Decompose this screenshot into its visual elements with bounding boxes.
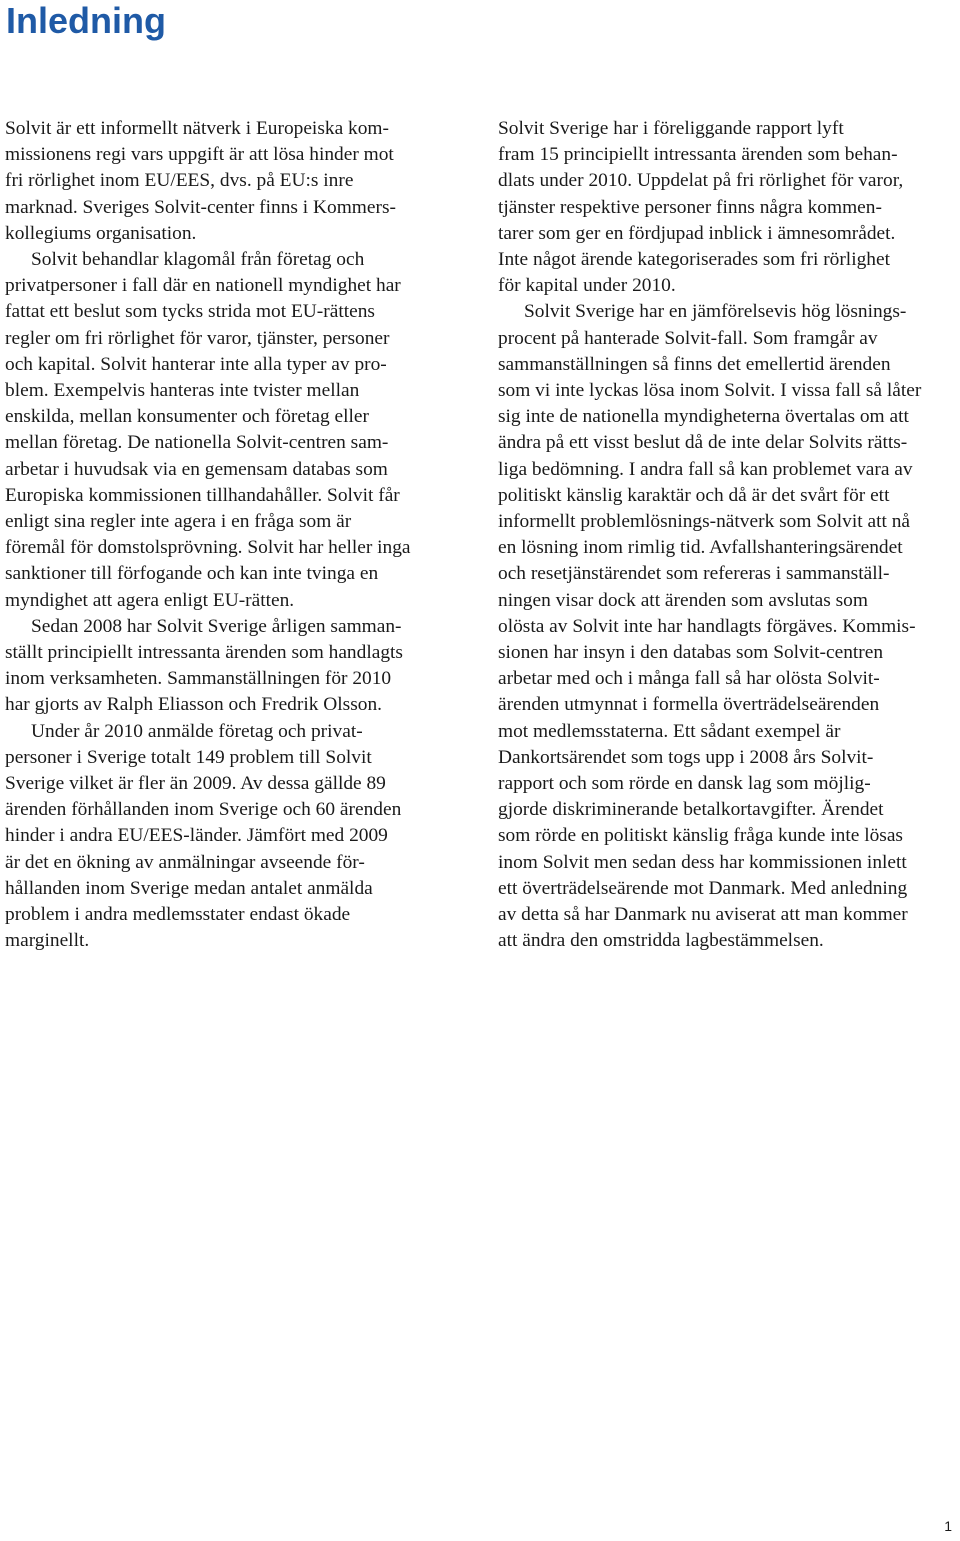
text-line: informellt problemlösnings-nätverk som Solvit att nå [498, 511, 910, 533]
paragraph [5, 614, 465, 719]
text-line: sammanställningen så finns det emellertid ärenden [498, 353, 891, 375]
text-line: kollegiums organisation. [5, 222, 197, 244]
text-line: tjänster respektive personer finns några kommen- [498, 196, 882, 218]
text-line: politiskt känslig karaktär och då är det svårt för ett [498, 484, 890, 506]
text-line: Sverige vilket är fler än 2009. Av dessa gällde 89 [5, 773, 386, 795]
paragraph [5, 247, 465, 614]
text-line: Inte något ärende kategoriserades som fri rörlighet [498, 249, 890, 271]
text-line: sanktioner till förfogande och kan inte tvinga en [5, 563, 379, 585]
left-column [5, 116, 465, 955]
text-line: gjorde diskriminerande betalkortavgifter. Ärendet [498, 799, 884, 821]
text-line: att ändra den omstridda lagbestämmelsen. [498, 930, 824, 952]
text-line: inom verksamheten. Sammanställningen för 2010 [5, 668, 392, 690]
paragraph [498, 116, 956, 299]
text-line: enskilda, mellan konsumenter och företag eller [5, 406, 369, 428]
text-line: regler om fri rörlighet för varor, tjänster, personer [5, 327, 390, 349]
page-number: 1 [944, 1518, 952, 1534]
text-line: sig inte de nationella myndigheterna övertalas om att [498, 406, 909, 428]
text-line: procent på hanterade Solvit-fall. Som framgår av [498, 327, 878, 349]
text-line: ändra på ett visst beslut då de inte delar Solvits rätts- [498, 432, 908, 454]
right-column [498, 116, 956, 955]
text-line: Dankortsärendet som togs upp i 2008 års Solvit- [498, 746, 874, 768]
text-line: liga bedömning. I andra fall så kan problemet vara av [498, 458, 913, 480]
text-line: hinder i andra EU/EES-länder. Jämfört med 2009 [5, 825, 388, 847]
text-line: inom Solvit men sedan dess har kommissionen inlett [498, 851, 907, 873]
text-line: marknad. Sveriges Solvit-center finns i Kommers- [5, 196, 396, 218]
text-line: sionen har insyn i den databas som Solvit-centren [498, 642, 884, 664]
text-line: mellan företag. De nationella Solvit-centren sam- [5, 432, 389, 454]
text-line: rapport och som rörde en dansk lag som möjlig- [498, 773, 871, 795]
text-line: ärenden förhållanden inom Sverige och 60 ärenden [5, 799, 402, 821]
text-line: som vi inte lyckas lösa inom Solvit. I vissa fall så låter [498, 380, 922, 402]
text-line: marginellt. [5, 930, 90, 952]
text-line: som rörde en politiskt känslig fråga kunde inte lösas [498, 825, 903, 847]
text-line: Solvit behandlar klagomål från företag och [31, 249, 365, 271]
text-line: privatpersoner i fall där en nationell myndighet har [5, 275, 401, 297]
text-line: tarer som ger en fördjupad inblick i ämnesområdet. [498, 222, 896, 244]
text-line: enligt sina regler inte agera i en fråga som är [5, 511, 352, 533]
text-line: ställt principiellt intressanta ärenden som handlagts [5, 642, 403, 664]
text-line: Solvit är ett informellt nätverk i Europeiska kom- [5, 118, 389, 139]
text-line: av detta så har Danmark nu aviserat att man kommer [498, 904, 908, 926]
text-line: blem. Exempelvis hanteras inte tvister mellan [5, 380, 360, 402]
text-line: arbetar i huvudsak via en gemensam databas som [5, 458, 388, 480]
text-line: Sedan 2008 har Solvit Sverige årligen samman- [31, 615, 402, 637]
text-line: personer i Sverige totalt 149 problem till Solvit [5, 746, 372, 768]
text-line: Europiska kommissionen tillhandahåller. Solvit får [5, 484, 400, 506]
text-line: fri rörlighet inom EU/EES, dvs. på EU:s inre [5, 170, 354, 192]
text-line: en lösning inom rimlig tid. Avfallshanteringsärendet [498, 537, 903, 559]
text-line: fattat ett beslut som tycks strida mot EU-rättens [5, 301, 375, 323]
text-line: missionens regi vars uppgift är att lösa hinder mot [5, 144, 394, 166]
text-line: har gjorts av Ralph Eliasson och Fredrik Olsson. [5, 694, 382, 716]
text-line: och kapital. Solvit hanterar inte alla typer av pro- [5, 353, 387, 375]
text-line: olösta av Solvit inte har handlagts förgäves. Kommis- [498, 615, 916, 637]
text-line: dlats under 2010. Uppdelat på fri rörlighet för varor, [498, 170, 904, 192]
paragraph [5, 719, 465, 955]
page-title: Inledning [6, 0, 166, 41]
text-line: arbetar med och i många fall så har olösta Solvit- [498, 668, 880, 690]
text-line: Under år 2010 anmälde företag och privat- [31, 720, 363, 742]
text-line: hållanden inom Sverige medan antalet anmälda [5, 877, 373, 899]
text-line: Solvit Sverige har en jämförelsevis hög lösnings- [524, 301, 907, 323]
text-line: för kapital under 2010. [498, 275, 676, 297]
text-line: mot medlemsstaterna. Ett sådant exempel är [498, 720, 841, 742]
text-line: myndighet att agera enligt EU-rätten. [5, 589, 295, 611]
text-line: föremål för domstolsprövning. Solvit har heller inga [5, 537, 411, 559]
paragraph [498, 299, 956, 954]
text-line: ett överträdelseärende mot Danmark. Med anledning [498, 877, 908, 899]
text-line: ningen visar dock att ärenden som avslutas som [498, 589, 868, 611]
paragraph [5, 116, 465, 247]
text-line: är det en ökning av anmälningar avseende för- [5, 851, 365, 873]
text-line: och resetjänstärendet som refereras i sammanställ- [498, 563, 890, 585]
text-line: ärenden utmynnat i formella överträdelseärenden [498, 694, 880, 716]
text-line: Solvit Sverige har i föreliggande rapport lyft [498, 118, 844, 139]
text-line: fram 15 principiellt intressanta ärenden som behan- [498, 144, 898, 166]
text-line: problem i andra medlemsstater endast ökade [5, 904, 351, 926]
